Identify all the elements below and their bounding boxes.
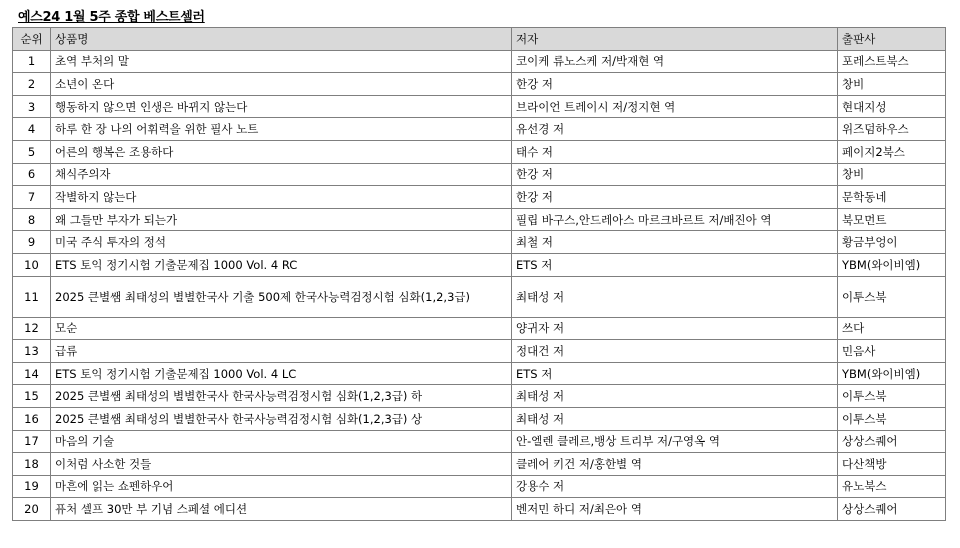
table-row xyxy=(13,317,946,340)
cell-title: 2025 큰별쌤 최태성의 별별한국사 기출 500제 한국사능력검정시험 심화(1,2,3급) xyxy=(51,276,512,317)
cell-author: 최태성 저 xyxy=(512,385,838,408)
cell-rank: 4 xyxy=(13,118,51,141)
table-row xyxy=(13,276,946,317)
cell-author: 유선경 저 xyxy=(512,118,838,141)
table-row xyxy=(13,140,946,163)
table-row xyxy=(13,340,946,363)
cell-rank: 18 xyxy=(13,453,51,476)
cell-author: 클레어 키건 저/홍한별 역 xyxy=(512,453,838,476)
header-title: 상품명 xyxy=(51,28,512,51)
cell-publisher: 위즈덤하우스 xyxy=(838,118,946,141)
cell-title: ETS 토익 정기시험 기출문제집 1000 Vol. 4 RC xyxy=(51,253,512,276)
cell-publisher: 포레스트북스 xyxy=(838,50,946,73)
table-row xyxy=(13,498,946,521)
cell-title: 채식주의자 xyxy=(51,163,512,186)
cell-publisher: 쓰다 xyxy=(838,317,946,340)
cell-rank: 5 xyxy=(13,140,51,163)
cell-publisher: 이투스북 xyxy=(838,385,946,408)
cell-publisher: 창비 xyxy=(838,163,946,186)
table-row xyxy=(13,430,946,453)
cell-rank: 6 xyxy=(13,163,51,186)
cell-author: 정대건 저 xyxy=(512,340,838,363)
cell-rank: 17 xyxy=(13,430,51,453)
cell-title: 이처럼 사소한 것들 xyxy=(51,453,512,476)
cell-title: 하루 한 장 나의 어휘력을 위한 필사 노트 xyxy=(51,118,512,141)
table-header-row xyxy=(13,28,946,51)
cell-publisher: 창비 xyxy=(838,73,946,96)
table-row xyxy=(13,253,946,276)
table-row xyxy=(13,208,946,231)
cell-title: ETS 토익 정기시험 기출문제집 1000 Vol. 4 LC xyxy=(51,362,512,385)
table-row xyxy=(13,362,946,385)
cell-rank: 15 xyxy=(13,385,51,408)
cell-title: 어른의 행복은 조용하다 xyxy=(51,140,512,163)
cell-publisher: 문학동네 xyxy=(838,186,946,209)
cell-title: 초역 부처의 말 xyxy=(51,50,512,73)
cell-author: 강용수 저 xyxy=(512,475,838,498)
table-row xyxy=(13,231,946,254)
cell-rank: 16 xyxy=(13,407,51,430)
cell-rank: 7 xyxy=(13,186,51,209)
cell-rank: 8 xyxy=(13,208,51,231)
header-author: 저자 xyxy=(512,28,838,51)
cell-title: 미국 주식 투자의 정석 xyxy=(51,231,512,254)
cell-title: 2025 큰별쌤 최태성의 별별한국사 한국사능력검정시험 심화(1,2,3급) 하 xyxy=(51,385,512,408)
cell-title: 마흔에 읽는 쇼펜하우어 xyxy=(51,475,512,498)
cell-author: 한강 저 xyxy=(512,186,838,209)
cell-author: 벤저민 하디 저/최은아 역 xyxy=(512,498,838,521)
header-rank: 순위 xyxy=(13,28,51,51)
cell-rank: 20 xyxy=(13,498,51,521)
cell-rank: 10 xyxy=(13,253,51,276)
cell-rank: 2 xyxy=(13,73,51,96)
cell-title: 퓨처 셀프 30만 부 기념 스페셜 에디션 xyxy=(51,498,512,521)
table-row xyxy=(13,95,946,118)
cell-publisher: 북모먼트 xyxy=(838,208,946,231)
cell-title: 마음의 기술 xyxy=(51,430,512,453)
cell-publisher: 이투스북 xyxy=(838,407,946,430)
cell-author: 브라이언 트레이시 저/정지현 역 xyxy=(512,95,838,118)
cell-publisher: 상상스퀘어 xyxy=(838,430,946,453)
cell-title: 행동하지 않으면 인생은 바뀌지 않는다 xyxy=(51,95,512,118)
cell-title: 2025 큰별쌤 최태성의 별별한국사 한국사능력검정시험 심화(1,2,3급) 상 xyxy=(51,407,512,430)
cell-title: 왜 그들만 부자가 되는가 xyxy=(51,208,512,231)
cell-rank: 3 xyxy=(13,95,51,118)
table-row xyxy=(13,453,946,476)
cell-author: 최태성 저 xyxy=(512,407,838,430)
cell-author: 양귀자 저 xyxy=(512,317,838,340)
table-row xyxy=(13,407,946,430)
table-row xyxy=(13,186,946,209)
cell-author: 태수 저 xyxy=(512,140,838,163)
cell-publisher: 현대지성 xyxy=(838,95,946,118)
table-row xyxy=(13,50,946,73)
header-publisher: 출판사 xyxy=(838,28,946,51)
cell-publisher: 페이지2북스 xyxy=(838,140,946,163)
cell-author: 필립 바구스,안드레아스 마르크바르트 저/배진아 역 xyxy=(512,208,838,231)
cell-publisher: 이투스북 xyxy=(838,276,946,317)
cell-title: 작별하지 않는다 xyxy=(51,186,512,209)
cell-title: 급류 xyxy=(51,340,512,363)
table-row xyxy=(13,73,946,96)
page-title: 예스24 1월 5주 종합 베스트셀러 xyxy=(18,10,205,25)
cell-publisher: YBM(와이비엠) xyxy=(838,253,946,276)
bestseller-table xyxy=(12,27,946,521)
table-row xyxy=(13,475,946,498)
cell-rank: 9 xyxy=(13,231,51,254)
cell-author: 한강 저 xyxy=(512,163,838,186)
table-row xyxy=(13,118,946,141)
cell-publisher: 황금부엉이 xyxy=(838,231,946,254)
cell-rank: 11 xyxy=(13,276,51,317)
cell-publisher: 민음사 xyxy=(838,340,946,363)
cell-publisher: 다산책방 xyxy=(838,453,946,476)
cell-author: 최태성 저 xyxy=(512,276,838,317)
cell-rank: 1 xyxy=(13,50,51,73)
cell-title: 모순 xyxy=(51,317,512,340)
cell-rank: 19 xyxy=(13,475,51,498)
cell-author: ETS 저 xyxy=(512,362,838,385)
cell-rank: 14 xyxy=(13,362,51,385)
table-row xyxy=(13,385,946,408)
cell-author: 코이케 류노스케 저/박재현 역 xyxy=(512,50,838,73)
cell-publisher: 유노북스 xyxy=(838,475,946,498)
cell-author: 안-엘렌 클레르,뱅상 트리부 저/구영옥 역 xyxy=(512,430,838,453)
cell-author: ETS 저 xyxy=(512,253,838,276)
cell-author: 최철 저 xyxy=(512,231,838,254)
cell-publisher: YBM(와이비엠) xyxy=(838,362,946,385)
cell-publisher: 상상스퀘어 xyxy=(838,498,946,521)
cell-title: 소년이 온다 xyxy=(51,73,512,96)
table-row xyxy=(13,163,946,186)
cell-rank: 12 xyxy=(13,317,51,340)
cell-rank: 13 xyxy=(13,340,51,363)
cell-author: 한강 저 xyxy=(512,73,838,96)
